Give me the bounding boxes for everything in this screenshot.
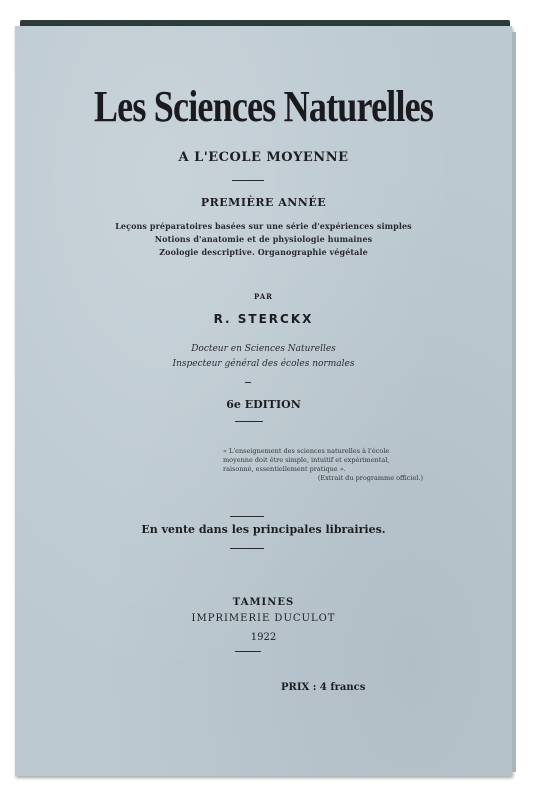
by-label: PAR [253,292,273,301]
divider-rule [245,382,251,383]
book-title: Les Sciences Naturelles [93,82,434,131]
edition-label: 6e EDITION [226,398,301,411]
quote-line: « L'enseignement des sciences naturelles à l'école [223,447,390,455]
quote-line: moyenne doit être simple, intuitif et expérimental, [223,456,390,464]
publisher-name: IMPRIMERIE DUCULOT [191,613,336,624]
quote-line: raisonné, essentiellement pratique ». [223,465,346,473]
school-year-label: PREMIÈRE ANNÉE [200,196,327,209]
quote-source: (Extrait du programme officiel.) [317,474,423,482]
description-line: Notions d'anatomie et de physiologie humaines [154,234,373,244]
book-cover [15,26,512,776]
divider-rule [235,421,263,422]
author-name: R. STERCKX [213,312,314,326]
author-credential: Inspecteur général des écoles normales [172,359,355,369]
price-label: PRIX : 4 francs [281,682,366,693]
divider-rule [230,548,264,549]
publication-year: 1922 [250,632,277,643]
divider-rule [232,180,264,181]
publisher-place: TAMINES [232,597,295,608]
author-credential: Docteur en Sciences Naturelles [191,344,336,354]
book-subtitle: A L'ECOLE MOYENNE [178,150,349,165]
divider-rule [235,651,261,652]
program-quote [223,447,423,483]
description-line: Leçons préparatoires basées sur une série d'expériences simples [115,221,412,231]
description-line: Zoologie descriptive. Organographie végétale [159,247,368,257]
divider-rule [230,516,264,517]
sale-note: En vente dans les principales librairies. [141,523,386,536]
